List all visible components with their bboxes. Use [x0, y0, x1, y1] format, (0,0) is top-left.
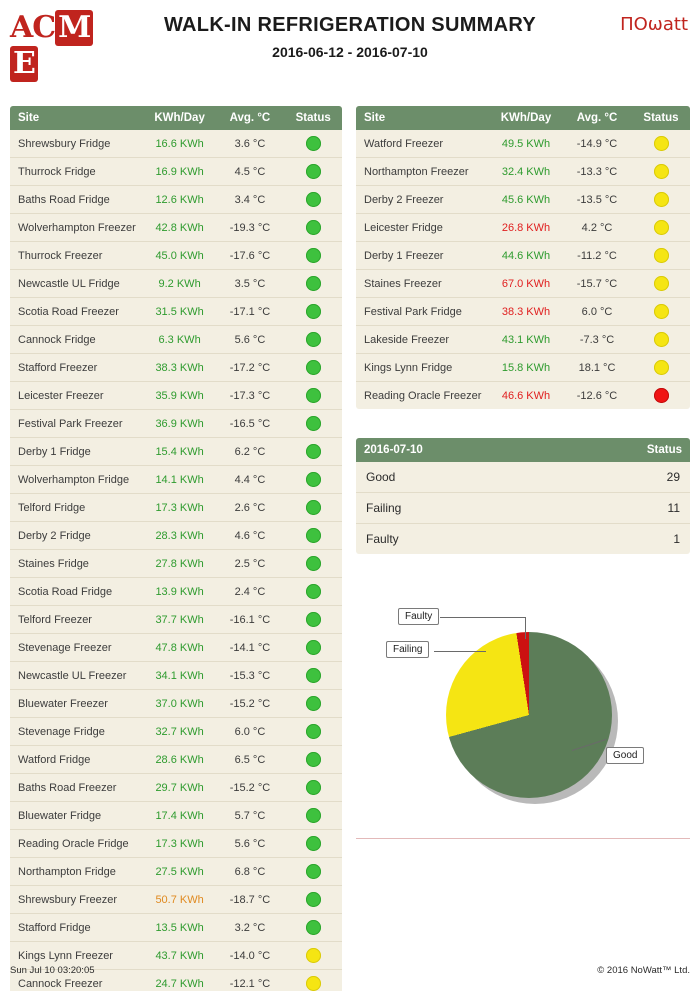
table-row[interactable] — [10, 606, 342, 634]
summary-table-body — [356, 462, 690, 554]
status-green-icon — [306, 780, 321, 795]
cell-site: Thurrock Fridge — [10, 158, 144, 186]
cell-status — [632, 186, 690, 214]
cell-status — [284, 690, 342, 718]
cell-kwh-per-day: 17.4 KWh — [144, 802, 216, 830]
cell-status — [284, 802, 342, 830]
cell-status — [284, 382, 342, 410]
left-table-body — [10, 130, 342, 991]
footer-copyright: © 2016 NoWatt™ Ltd. — [597, 965, 690, 976]
cell-site: Shrewsbury Freezer — [10, 886, 144, 914]
cell-status — [284, 550, 342, 578]
cell-kwh-per-day: 15.8 KWh — [490, 354, 562, 382]
table-row[interactable] — [10, 662, 342, 690]
cell-status — [284, 858, 342, 886]
pie-slices — [446, 632, 612, 798]
status-green-icon — [306, 892, 321, 907]
cell-status — [284, 326, 342, 354]
cell-avg-temp: 5.6 °C — [215, 326, 284, 354]
cell-kwh-per-day: 16.6 KWh — [144, 130, 216, 158]
cell-kwh-per-day: 27.8 KWh — [144, 550, 216, 578]
cell-avg-temp: -17.1 °C — [215, 298, 284, 326]
cell-status — [284, 466, 342, 494]
cell-site: Watford Fridge — [10, 746, 144, 774]
column-temp[interactable]: Avg. °C — [215, 106, 284, 130]
table-row[interactable] — [356, 298, 690, 326]
table-row[interactable] — [356, 242, 690, 270]
cell-status — [632, 130, 690, 158]
summary-date-header: 2016-07-10 — [356, 438, 576, 462]
cell-kwh-per-day: 31.5 KWh — [144, 298, 216, 326]
table-row[interactable] — [10, 326, 342, 354]
table-row[interactable] — [10, 522, 342, 550]
table-row[interactable] — [10, 466, 342, 494]
cell-kwh-per-day: 17.3 KWh — [144, 494, 216, 522]
cell-status — [284, 718, 342, 746]
table-row[interactable] — [10, 354, 342, 382]
cell-status — [284, 214, 342, 242]
leader-faulty — [440, 617, 526, 618]
cell-avg-temp: 4.2 °C — [562, 214, 632, 242]
cell-site: Festival Park Freezer — [10, 410, 144, 438]
status-summary-table — [356, 438, 690, 554]
status-pie-chart — [356, 560, 690, 850]
cell-avg-temp: -16.1 °C — [215, 606, 284, 634]
cell-avg-temp: 4.4 °C — [215, 466, 284, 494]
cell-kwh-per-day: 37.0 KWh — [144, 690, 216, 718]
cell-status — [284, 410, 342, 438]
status-green-icon — [306, 472, 321, 487]
cell-kwh-per-day: 49.5 KWh — [490, 130, 562, 158]
cell-status — [632, 270, 690, 298]
cell-status — [284, 830, 342, 858]
summary-label: Faulty — [366, 532, 399, 546]
cell-avg-temp: 6.2 °C — [215, 438, 284, 466]
cell-site: Scotia Road Fridge — [10, 578, 144, 606]
cell-kwh-per-day: 43.7 KWh — [144, 942, 216, 970]
status-yellow-icon — [654, 192, 669, 207]
cell-avg-temp: 3.5 °C — [215, 270, 284, 298]
status-green-icon — [306, 360, 321, 375]
cell-kwh-per-day: 9.2 KWh — [144, 270, 216, 298]
callout-failing: Failing — [386, 641, 429, 658]
status-green-icon — [306, 332, 321, 347]
status-yellow-icon — [654, 248, 669, 263]
table-row[interactable] — [10, 410, 342, 438]
cell-status — [284, 130, 342, 158]
cell-site: Staines Freezer — [356, 270, 490, 298]
leader-failing — [434, 651, 486, 652]
cell-site: Shrewsbury Fridge — [10, 130, 144, 158]
table-row[interactable] — [10, 634, 342, 662]
status-green-icon — [306, 164, 321, 179]
status-green-icon — [306, 416, 321, 431]
table-row[interactable] — [10, 886, 342, 914]
summary-row — [356, 462, 690, 493]
cell-site: Reading Oracle Fridge — [10, 830, 144, 858]
table-row[interactable] — [10, 830, 342, 858]
cell-status — [284, 886, 342, 914]
cell-site: Northampton Fridge — [10, 858, 144, 886]
cell-site: Cannock Fridge — [10, 326, 144, 354]
table-row[interactable] — [10, 382, 342, 410]
status-yellow-icon — [654, 220, 669, 235]
cell-site: Cannock Freezer — [18, 977, 103, 990]
cell-avg-temp: 18.1 °C — [562, 354, 632, 382]
status-green-icon — [306, 920, 321, 935]
cell-avg-temp: -14.0 °C — [215, 942, 284, 970]
cell-site: Lakeside Freezer — [356, 326, 490, 354]
status-green-icon — [306, 500, 321, 515]
cell-site: Bluewater Freezer — [10, 690, 144, 718]
column-status[interactable]: Status — [284, 106, 342, 130]
cell-status — [632, 354, 690, 382]
cell-status — [632, 158, 690, 186]
cell-site: Bluewater Fridge — [10, 802, 144, 830]
status-yellow-icon — [654, 332, 669, 347]
cell-avg-temp: -13.5 °C — [562, 186, 632, 214]
table-row[interactable] — [356, 158, 690, 186]
cell-status — [284, 746, 342, 774]
cell-avg-temp: -19.3 °C — [215, 214, 284, 242]
cell-status — [284, 298, 342, 326]
table-row[interactable] — [10, 774, 342, 802]
cell-status — [632, 242, 690, 270]
cell-kwh-per-day: 50.7 KWh — [144, 886, 216, 914]
table-row[interactable] — [10, 746, 342, 774]
cell-site: Telford Freezer — [10, 606, 144, 634]
cell-kwh-per-day: 38.3 KWh — [490, 298, 562, 326]
cell-kwh-per-day: 43.1 KWh — [490, 326, 562, 354]
summary-row — [356, 493, 690, 524]
status-green-icon — [306, 192, 321, 207]
cell-avg-temp: -17.6 °C — [215, 242, 284, 270]
status-green-icon — [306, 304, 321, 319]
cell-kwh-per-day: 34.1 KWh — [144, 662, 216, 690]
summary-count: 11 — [576, 493, 690, 524]
cell-status — [284, 774, 342, 802]
cell-site: Newcastle UL Fridge — [10, 270, 144, 298]
status-green-icon — [306, 220, 321, 235]
cell-status — [284, 606, 342, 634]
table-row[interactable] — [10, 298, 342, 326]
logo-letter-e: E — [10, 46, 38, 82]
cell-site: Leicester Fridge — [356, 214, 490, 242]
cell-kwh-per-day: 28.3 KWh — [144, 522, 216, 550]
callout-faulty: Faulty — [398, 608, 439, 625]
cell-avg-temp: -15.2 °C — [215, 774, 284, 802]
cell-status — [284, 354, 342, 382]
table-row[interactable] — [10, 438, 342, 466]
status-green-icon — [306, 528, 321, 543]
table-row[interactable] — [356, 270, 690, 298]
table-row[interactable] — [356, 214, 690, 242]
summary-header-row — [356, 438, 690, 462]
cell-avg-temp: -11.2 °C — [562, 242, 632, 270]
cell-kwh-per-day: 17.3 KWh — [144, 830, 216, 858]
status-green-icon — [306, 612, 321, 627]
cell-kwh-per-day: 29.7 KWh — [144, 774, 216, 802]
cell-site: Newcastle UL Freezer — [10, 662, 144, 690]
cell-site: Kings Lynn Fridge — [356, 354, 490, 382]
cell-kwh-per-day: 36.9 KWh — [144, 410, 216, 438]
table-header-row — [356, 106, 690, 130]
status-green-icon — [306, 808, 321, 823]
cell-kwh-per-day: 28.6 KWh — [144, 746, 216, 774]
cell-site: Stafford Fridge — [10, 914, 144, 942]
cell-site: Kings Lynn Freezer — [10, 942, 144, 970]
status-yellow-icon — [654, 164, 669, 179]
cell-avg-temp: 3.2 °C — [215, 914, 284, 942]
status-green-icon — [306, 668, 321, 683]
cell-kwh-per-day: 45.0 KWh — [144, 242, 216, 270]
table-row[interactable] — [356, 354, 690, 382]
table-row[interactable] — [10, 186, 342, 214]
cell-kwh-per-day: 13.9 KWh — [144, 578, 216, 606]
cell-avg-temp: 6.0 °C — [215, 718, 284, 746]
cell-kwh-per-day: 27.5 KWh — [144, 858, 216, 886]
table-row[interactable] — [10, 550, 342, 578]
cell-site: Watford Freezer — [356, 130, 490, 158]
cell-kwh-per-day: 14.1 KWh — [144, 466, 216, 494]
cell-avg-temp: -15.7 °C — [562, 270, 632, 298]
table-row[interactable] — [356, 382, 690, 410]
cell-kwh-per-day: 12.6 KWh — [144, 186, 216, 214]
cell-status — [284, 522, 342, 550]
cell-avg-temp: 3.6 °C — [215, 130, 284, 158]
footer-timestamp: Sun Jul 10 03:20:05 — [10, 965, 95, 976]
cell-avg-temp: -15.3 °C — [215, 662, 284, 690]
table-row[interactable] — [10, 578, 342, 606]
right-table-body — [356, 130, 690, 409]
cell-kwh-per-day: 32.4 KWh — [490, 158, 562, 186]
column-site[interactable]: Site — [10, 106, 144, 130]
column-status[interactable]: Status — [632, 106, 690, 130]
summary-label: Good — [356, 462, 576, 493]
cell-site: Telford Fridge — [10, 494, 144, 522]
status-yellow-icon — [654, 276, 669, 291]
cell-avg-temp: -17.2 °C — [215, 354, 284, 382]
cell-avg-temp: -14.1 °C — [215, 634, 284, 662]
column-kwh[interactable]: KWh/Day — [490, 106, 562, 130]
status-green-icon — [306, 752, 321, 767]
cell-avg-temp: 4.6 °C — [215, 522, 284, 550]
table-row[interactable] — [10, 214, 342, 242]
summary-label: Failing — [356, 493, 576, 524]
cell-kwh-per-day: 24.7 KWh — [155, 977, 204, 990]
status-green-icon — [306, 388, 321, 403]
status-green-icon — [306, 444, 321, 459]
status-green-icon — [306, 276, 321, 291]
cell-kwh-per-day: 13.5 KWh — [144, 914, 216, 942]
right-sites-table — [356, 106, 690, 409]
table-row[interactable] — [10, 858, 342, 886]
date-range: 2016-06-12 - 2016-07-10 — [272, 44, 428, 60]
cell-status — [284, 186, 342, 214]
column-kwh[interactable]: KWh/Day — [144, 106, 216, 130]
cell-avg-temp: 6.8 °C — [215, 858, 284, 886]
status-yellow-icon — [306, 948, 321, 963]
cell-kwh-per-day: 32.7 KWh — [144, 718, 216, 746]
cell-avg-temp: 4.5 °C — [215, 158, 284, 186]
page-title: WALK-IN REFRIGERATION SUMMARY — [163, 14, 536, 36]
page-footer — [0, 965, 700, 981]
cell-avg-temp: -15.2 °C — [215, 690, 284, 718]
cell-status — [284, 662, 342, 690]
status-green-icon — [306, 136, 321, 151]
table-row[interactable] — [10, 270, 342, 298]
column-site[interactable]: Site — [356, 106, 490, 130]
cell-status — [284, 578, 342, 606]
table-header-row — [10, 106, 342, 130]
summary-status-header: Status — [576, 438, 690, 462]
cell-kwh-per-day: 37.7 KWh — [144, 606, 216, 634]
cell-site: Stevenage Fridge — [10, 718, 144, 746]
callout-good: Good — [606, 747, 644, 764]
cell-site: Derby 1 Fridge — [10, 438, 144, 466]
cell-kwh-per-day: 67.0 KWh — [490, 270, 562, 298]
cell-site: Scotia Road Freezer — [10, 298, 144, 326]
cell-avg-temp: -18.7 °C — [215, 886, 284, 914]
chart-divider — [356, 838, 690, 839]
cell-avg-temp: 5.6 °C — [215, 830, 284, 858]
summary-count: 1 — [673, 532, 680, 546]
column-temp[interactable]: Avg. °C — [562, 106, 632, 130]
status-green-icon — [306, 836, 321, 851]
cell-site: Wolverhampton Freezer — [10, 214, 144, 242]
cell-status — [632, 214, 690, 242]
table-row[interactable] — [10, 914, 342, 942]
cell-site: Thurrock Freezer — [10, 242, 144, 270]
logo-letter-a: A — [10, 10, 33, 45]
status-red-icon — [654, 388, 669, 403]
status-green-icon — [306, 248, 321, 263]
cell-site: Staines Fridge — [10, 550, 144, 578]
cell-site: Reading Oracle Freezer — [364, 389, 482, 402]
cell-avg-temp: -12.6 °C — [576, 389, 618, 402]
table-row[interactable] — [10, 802, 342, 830]
summary-row — [356, 524, 690, 555]
left-sites-table — [10, 106, 342, 991]
cell-avg-temp: 2.5 °C — [215, 550, 284, 578]
cell-avg-temp: -14.9 °C — [562, 130, 632, 158]
logo-letter-c: C — [32, 10, 56, 45]
nowatt-brand: ΠΟωatt — [620, 14, 688, 35]
status-green-icon — [306, 584, 321, 599]
cell-kwh-per-day: 15.4 KWh — [144, 438, 216, 466]
status-green-icon — [306, 640, 321, 655]
summary-count: 29 — [576, 462, 690, 493]
cell-avg-temp: 5.7 °C — [215, 802, 284, 830]
cell-site: Derby 2 Freezer — [356, 186, 490, 214]
cell-site: Northampton Freezer — [356, 158, 490, 186]
cell-kwh-per-day: 42.8 KWh — [144, 214, 216, 242]
cell-kwh-per-day: 47.8 KWh — [144, 634, 216, 662]
cell-avg-temp: -16.5 °C — [215, 410, 284, 438]
status-yellow-icon — [654, 136, 669, 151]
table-row[interactable] — [10, 130, 342, 158]
cell-avg-temp: -7.3 °C — [562, 326, 632, 354]
cell-site: Festival Park Fridge — [356, 298, 490, 326]
table-row[interactable] — [10, 242, 342, 270]
status-green-icon — [306, 696, 321, 711]
table-row[interactable] — [10, 158, 342, 186]
cell-avg-temp: 3.4 °C — [215, 186, 284, 214]
cell-status — [632, 382, 690, 410]
cell-kwh-per-day: 44.6 KWh — [490, 242, 562, 270]
cell-status — [284, 242, 342, 270]
cell-site: Baths Road Freezer — [10, 774, 144, 802]
page-header — [0, 0, 700, 81]
status-green-icon — [306, 864, 321, 879]
cell-kwh-per-day: 45.6 KWh — [490, 186, 562, 214]
cell-avg-temp: -13.3 °C — [562, 158, 632, 186]
cell-status — [284, 270, 342, 298]
cell-site: Baths Road Fridge — [10, 186, 144, 214]
cell-status — [632, 326, 690, 354]
cell-kwh-per-day: 35.9 KWh — [144, 382, 216, 410]
leader-faulty-vert — [525, 617, 526, 639]
status-green-icon — [306, 556, 321, 571]
cell-avg-temp: 2.6 °C — [215, 494, 284, 522]
cell-site: Derby 2 Fridge — [10, 522, 144, 550]
cell-status — [284, 158, 342, 186]
cell-kwh-per-day: 38.3 KWh — [144, 354, 216, 382]
cell-kwh-per-day: 16.9 KWh — [144, 158, 216, 186]
status-yellow-icon — [654, 304, 669, 319]
cell-status — [284, 438, 342, 466]
cell-site: Stafford Freezer — [10, 354, 144, 382]
table-row[interactable] — [10, 718, 342, 746]
cell-site: Wolverhampton Fridge — [10, 466, 144, 494]
cell-site: Derby 1 Freezer — [356, 242, 490, 270]
cell-status — [284, 914, 342, 942]
cell-kwh-per-day: 26.8 KWh — [490, 214, 562, 242]
table-row[interactable] — [10, 494, 342, 522]
cell-avg-temp: 6.0 °C — [562, 298, 632, 326]
cell-site: Stevenage Freezer — [10, 634, 144, 662]
cell-kwh-per-day: 46.6 KWh — [501, 389, 551, 402]
title-block — [0, 14, 700, 60]
table-row[interactable] — [356, 130, 690, 158]
cell-avg-temp: 2.4 °C — [215, 578, 284, 606]
cell-site: Leicester Freezer — [10, 382, 144, 410]
table-row[interactable] — [356, 326, 690, 354]
logo-letter-m: M — [55, 10, 93, 46]
status-yellow-icon — [654, 360, 669, 375]
cell-avg-temp: -17.3 °C — [215, 382, 284, 410]
cell-status — [632, 298, 690, 326]
table-row[interactable] — [10, 690, 342, 718]
cell-status — [284, 634, 342, 662]
cell-kwh-per-day: 6.3 KWh — [144, 326, 216, 354]
status-green-icon — [306, 724, 321, 739]
cell-avg-temp: -12.1 °C — [229, 977, 271, 990]
cell-avg-temp: 6.5 °C — [215, 746, 284, 774]
cell-status — [284, 494, 342, 522]
table-row[interactable] — [356, 186, 690, 214]
